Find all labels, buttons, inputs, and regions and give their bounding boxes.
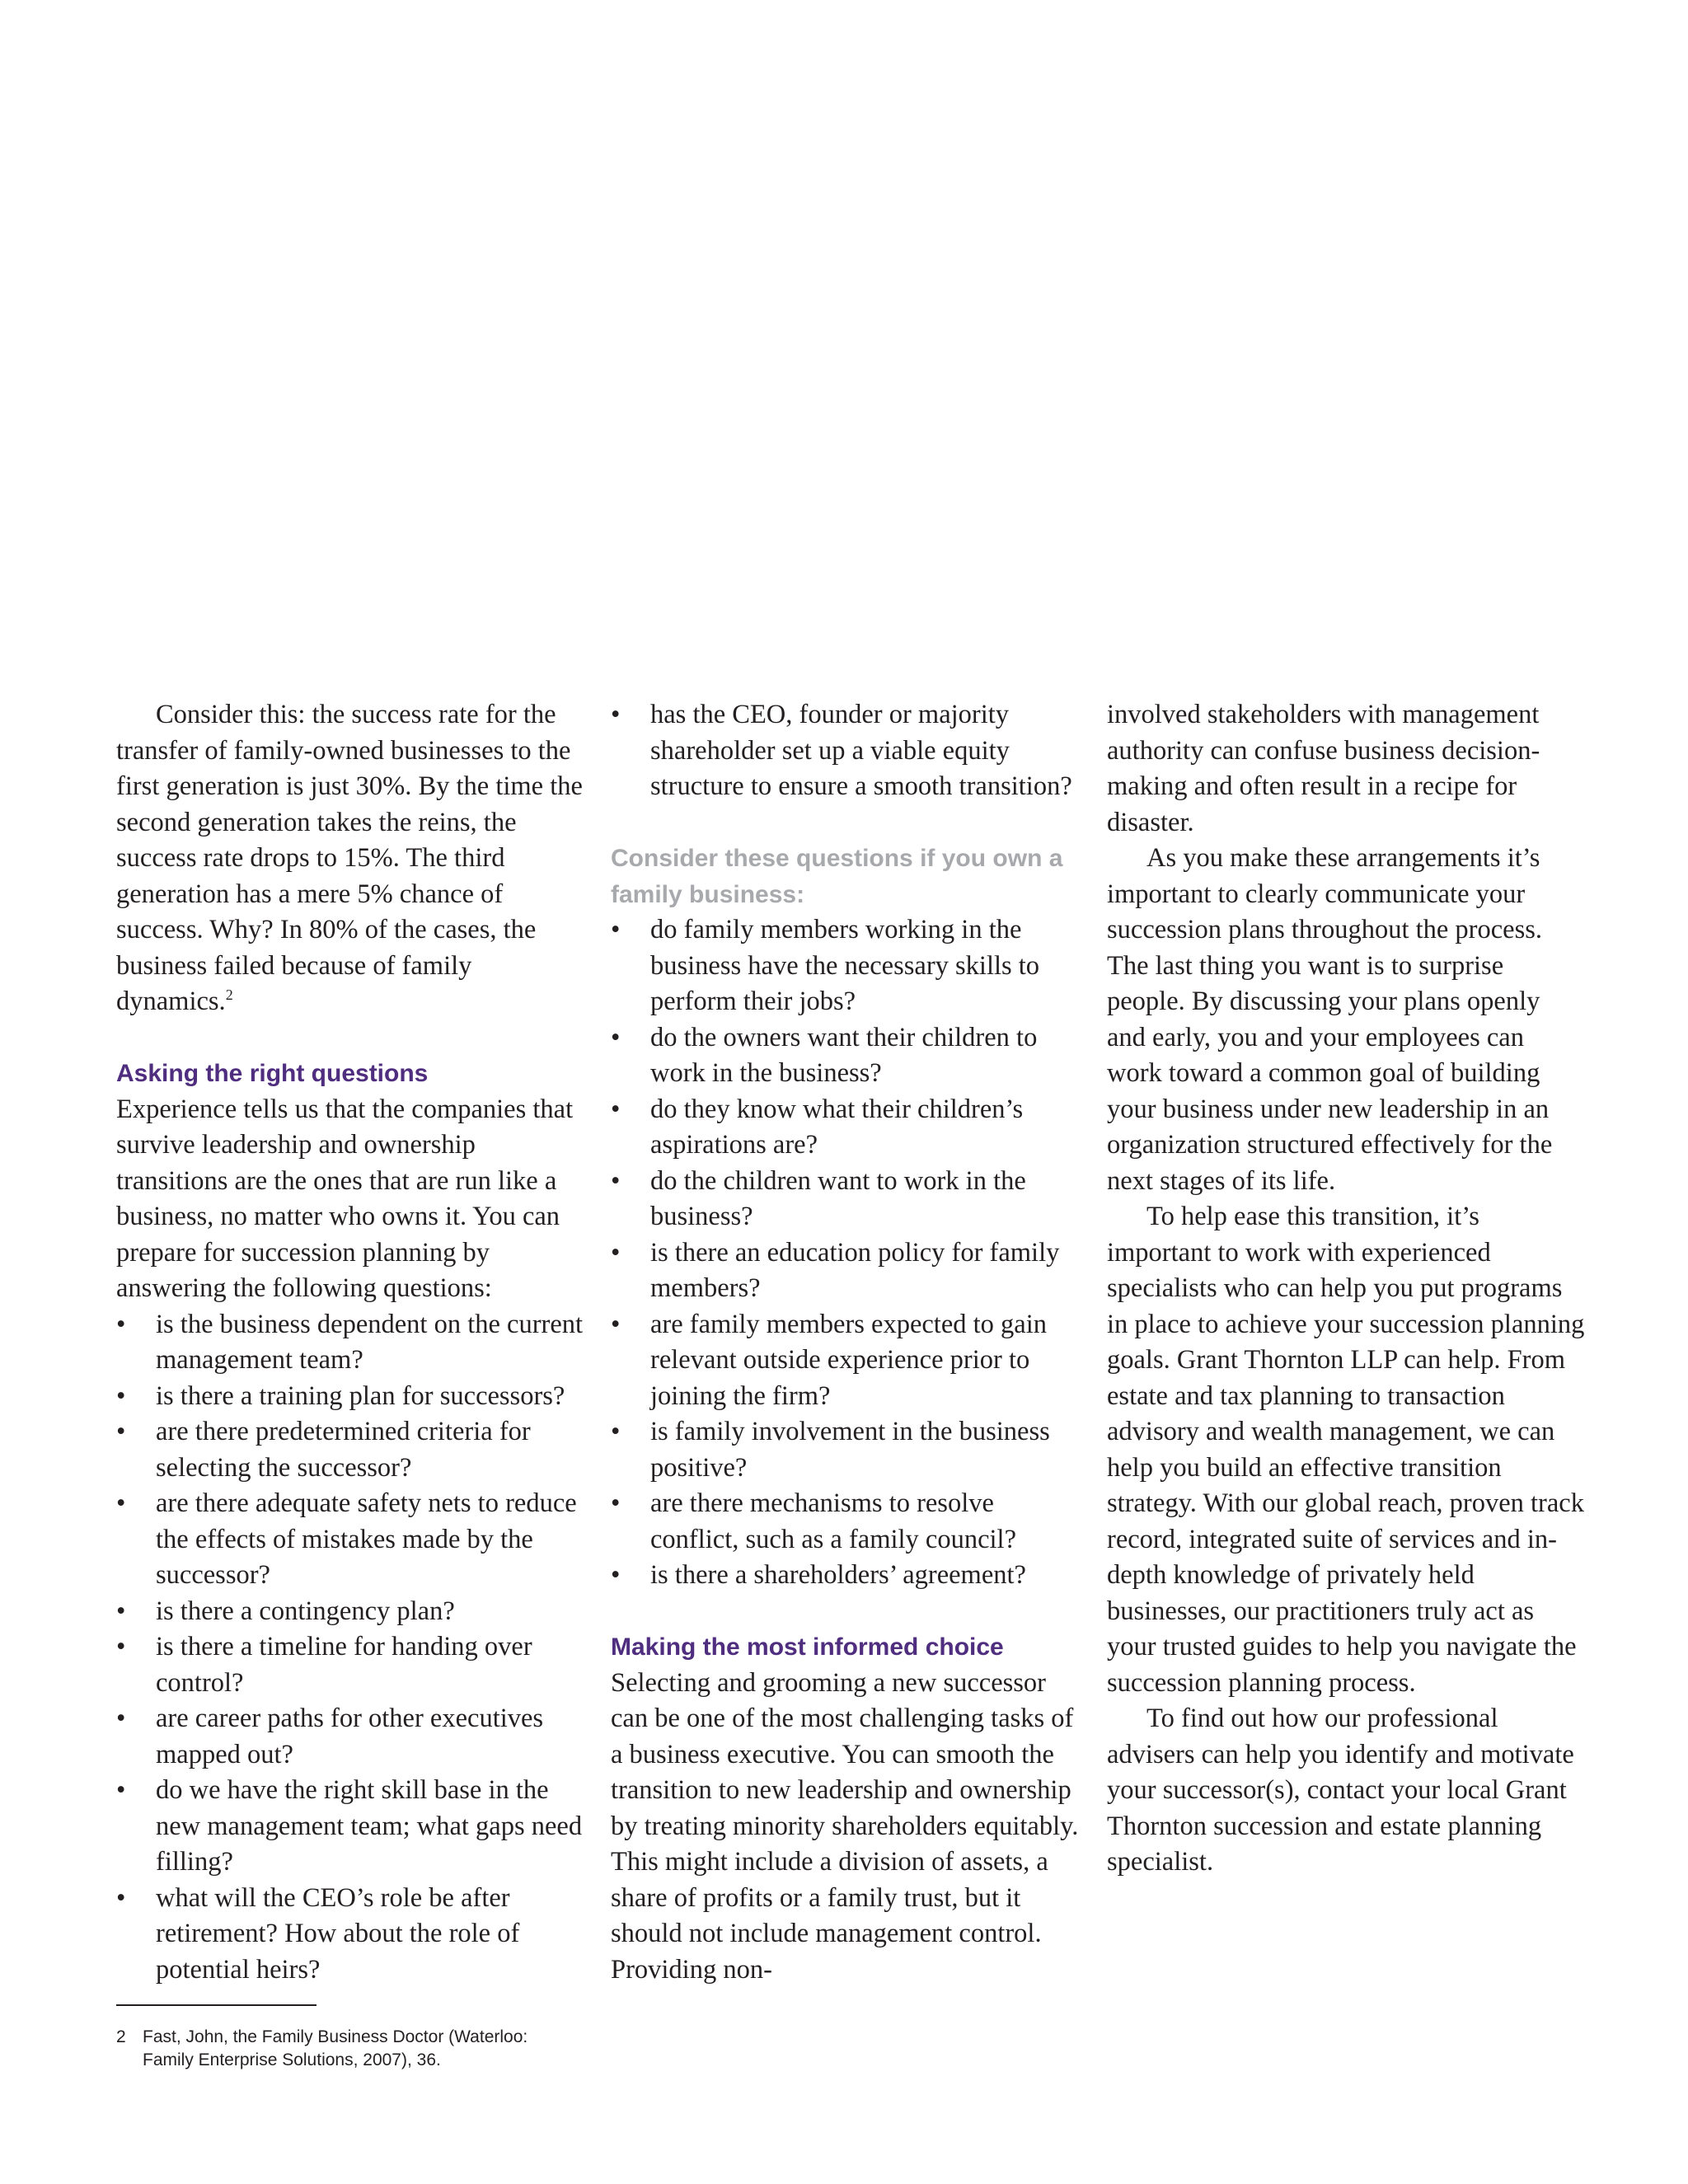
list-item: • is there a contingency plan?	[116, 1594, 586, 1630]
list-item: • are career paths for other executives mapped out?	[116, 1701, 586, 1773]
section-paragraph: Experience tells us that the companies that survive leadership and ownership transitions are the ones that are run like a business, no matter who owns it. You can prepare for succession planning by answering the following questions:	[116, 1094, 574, 1303]
list-item: • is there a timeline for handing over control?	[116, 1629, 586, 1701]
bullet-icon: •	[116, 1632, 126, 1661]
bullet-icon: •	[611, 1417, 621, 1446]
footnote-reference: 2	[225, 987, 233, 1004]
bullet-icon: •	[116, 1309, 126, 1339]
bullet-icon: •	[611, 915, 621, 944]
list-item: • are family members expected to gain relevant outside experience prior to joining the firm?	[611, 1307, 1081, 1415]
paragraph-communicate: As you make these arrangements it’s important to clearly communicate your succession plans throughout the process. The last thing you want is to surprise people. By discussing your plans openly and early, you and your employees can work toward a common goal of building your business under new leadership in an organization structured effectively for the next stages of its life.	[1107, 843, 1553, 1196]
bullet-icon: •	[116, 1882, 126, 1913]
subheading-family-business: Consider these questions if you own a family business:	[611, 845, 1063, 908]
column-3	[1107, 697, 1585, 1881]
list-item: • are there mechanisms to resolve conflict, such as a family council?	[611, 1486, 1081, 1558]
bullet-icon: •	[611, 1165, 621, 1196]
column-2	[611, 697, 1081, 1988]
list-item: • what will the CEO’s role be after retirement? How about the role of potential heirs?	[116, 1881, 586, 1989]
intro-text: Consider this: the success rate for the transfer of family-owned businesses to the first generation is just 30%. By the time the second generation takes the reins, the success rate drops to 15%. The third generation has a mere 5% chance of success. Why? In 80% of the cases, the business failed because of family dynamics.	[116, 700, 583, 1016]
section-heading-informed-choice: Making the most informed choice	[611, 1633, 1004, 1661]
list-item: • do the owners want their children to work in the business?	[611, 1020, 1081, 1092]
paragraph-contact: To find out how our professional advisers can help you identify and motivate your successor(s), contact your local Grant Thornton succession and estate planning specialist.	[1107, 1704, 1574, 1877]
bullet-icon: •	[611, 1022, 621, 1052]
list-item: • do they know what their children’s aspirations are?	[611, 1092, 1081, 1164]
list-item: • do the children want to work in the business?	[611, 1164, 1081, 1235]
bullet-list-ceo-question	[611, 697, 1081, 805]
bullet-icon: •	[611, 1560, 621, 1590]
bullet-icon: •	[116, 1775, 126, 1805]
list-item: • is there a shareholders’ agreement?	[611, 1558, 1081, 1594]
bullet-icon: •	[116, 1380, 126, 1411]
bullet-icon: •	[611, 1237, 621, 1268]
list-item: • is family involvement in the business positive?	[611, 1414, 1081, 1486]
list-item: • are there predetermined criteria for selecting the successor?	[116, 1414, 586, 1486]
intro-paragraph	[116, 697, 586, 1020]
list-item: • is there an education policy for family members?	[611, 1235, 1081, 1307]
list-item: • is the business dependent on the current management team?	[116, 1307, 586, 1379]
list-item: • is there a training plan for successors?	[116, 1379, 586, 1415]
bullet-icon: •	[116, 1488, 126, 1518]
section-paragraph: Selecting and grooming a new successor can be one of the most challenging tasks of a business executive. You can smooth the transition to new leadership and ownership by treating minority shareholders equitably. This might include a division of assets, a share of profits or a family trust, but it should not include management control. Providing non-	[611, 1667, 1079, 1985]
bullet-icon: •	[611, 700, 621, 729]
footnote	[116, 2026, 578, 2072]
column-1	[116, 697, 586, 1988]
list-item: • do family members working in the business have the necessary skills to perform their jobs?	[611, 912, 1081, 1020]
footnote-divider	[116, 2004, 316, 2006]
section-heading-asking-questions: Asking the right questions	[116, 1060, 429, 1087]
list-item: • are there adequate safety nets to reduce the effects of mistakes made by the successor?	[116, 1486, 586, 1594]
footnote-text: Fast, John, the Family Business Doctor (Waterloo: Family Enterprise Solutions, 2007), 36.	[143, 2027, 528, 2069]
paragraph-transition: To help ease this transition, it’s important to work with experienced specialists who can help you put programs in place to achieve your succession planning goals. Grant Thornton LLP can help. From estate and tax planning to transaction advisory and wealth management, we can help you build an effective transition strategy. With our global reach, proven track record, integrated suite of services and in-depth knowledge of privately held businesses, our practitioners truly act as your trusted guides to help you navigate the succession planning process.	[1107, 1202, 1585, 1698]
bullet-list-family-questions	[611, 912, 1081, 1594]
bullet-list-succession-questions	[116, 1307, 586, 1989]
bullet-icon: •	[116, 1417, 126, 1446]
bullet-icon: •	[611, 1309, 621, 1339]
bullet-icon: •	[116, 1596, 126, 1626]
footnote-number: 2	[116, 2027, 126, 2046]
list-item: • do we have the right skill base in the new management team; what gaps need filling?	[116, 1773, 586, 1881]
bullet-icon: •	[116, 1704, 126, 1733]
bullet-icon: •	[611, 1094, 621, 1124]
bullet-icon: •	[611, 1488, 621, 1518]
continued-paragraph: involved stakeholders with management authority can confuse business decision-making and often result in a recipe for disaster.	[1107, 700, 1540, 837]
list-item: • has the CEO, founder or majority shareholder set up a viable equity structure to ensure a smooth transition?	[611, 697, 1081, 805]
